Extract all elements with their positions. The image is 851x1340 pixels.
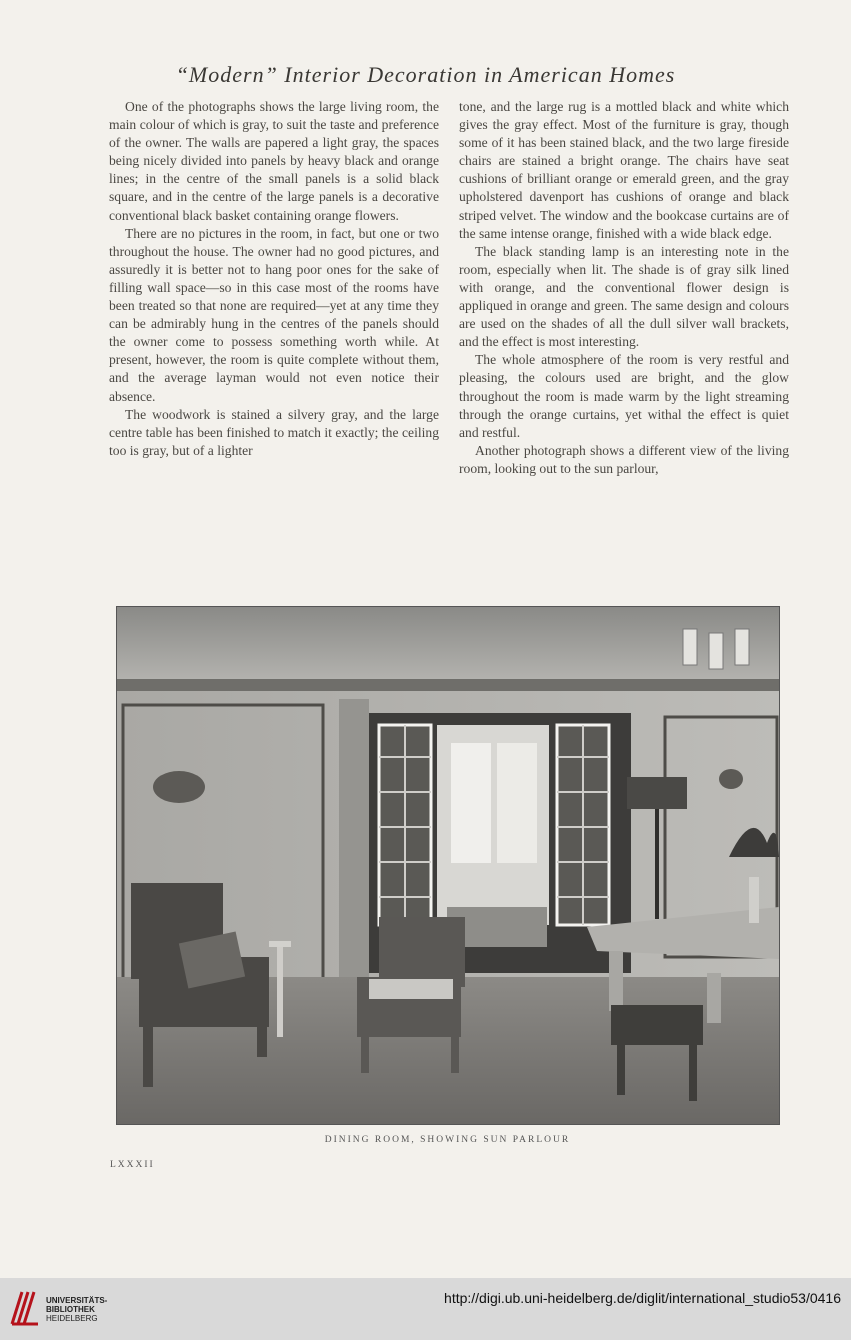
page-folio: LXXXII [110,1160,155,1170]
right-text-column [459,98,789,478]
library-logo-icon [8,1288,42,1328]
library-name [46,1296,107,1323]
paragraph: One of the photographs shows the large living room, the main colour of which is gray, to suit the taste and preference of the owner. The walls are papered a light gray, the spaces being nicely divided into panels by heavy black and orange lines; in the centre of the small panels is a solid black square, and in the centre of the large panels is a decorative conventional black basket containing orange flowers. [109,99,439,223]
running-title: “Modern” Interior Decoration in American Homes [175,62,676,87]
library-name-line: HEIDELBERG [46,1314,98,1323]
paragraph: The woodwork is stained a silvery gray, and the large centre table has been finished to match it exactly; the ceiling too is gray, but of a lighter [109,406,439,458]
paragraph: There are no pictures in the room, in fact, but one or two throughout the house. The owner had no good pictures, and assuredly it is better not to hang poor ones for the sake of filling wall space—so in this case most of the rooms have been treated so that none are required—yet at any time they can be admirably hung in the centres of the panels should the owner come to possess something worth while. At present, however, the room is quite complete without them, and the average layman would not even notice their absence. [109,225,439,404]
left-text-column [109,98,439,460]
photo-illustration [117,607,779,1124]
dining-room-photograph [116,606,780,1125]
footer-bar [0,1278,851,1340]
source-url-link[interactable]: http://digi.ub.uni-heidelberg.de/diglit/international_studio53/0416 [444,1290,841,1306]
library-name-line: BIBLIOTHEK [46,1305,95,1314]
paragraph: The black standing lamp is an interesting note in the room, especially when lit. The shade is of gray silk lined with orange, and the conventional flower design is appliqued in orange and green. The same design and colours are used on the shades of all the dull silver wall brackets, and the effect is most interesting. [459,243,789,350]
paragraph: tone, and the large rug is a mottled black and white which gives the gray effect. Most of the furniture is gray, though some of it has been stained black, and the two large fireside chairs are stained a bright orange. The chairs have seat cushions of brilliant orange or emerald green, and the gray upholstered davenport has cushions of orange and black striped velvet. The window and the bookcase curtains are of the same intense orange, finished with a wide black edge. [459,99,789,241]
photo-caption: DINING ROOM, SHOWING SUN PARLOUR [324,1135,571,1145]
library-name-line: UNIVERSITÄTS- [46,1296,108,1305]
paragraph: Another photograph shows a different view of the living room, looking out to the sun parlour, [459,442,789,476]
paragraph: The whole atmosphere of the room is very restful and pleasing, the colours used are bright, and the glow throughout the room is made warm by the light streaming through the orange curtains, yet withal the effect is quiet and restful. [459,352,789,440]
